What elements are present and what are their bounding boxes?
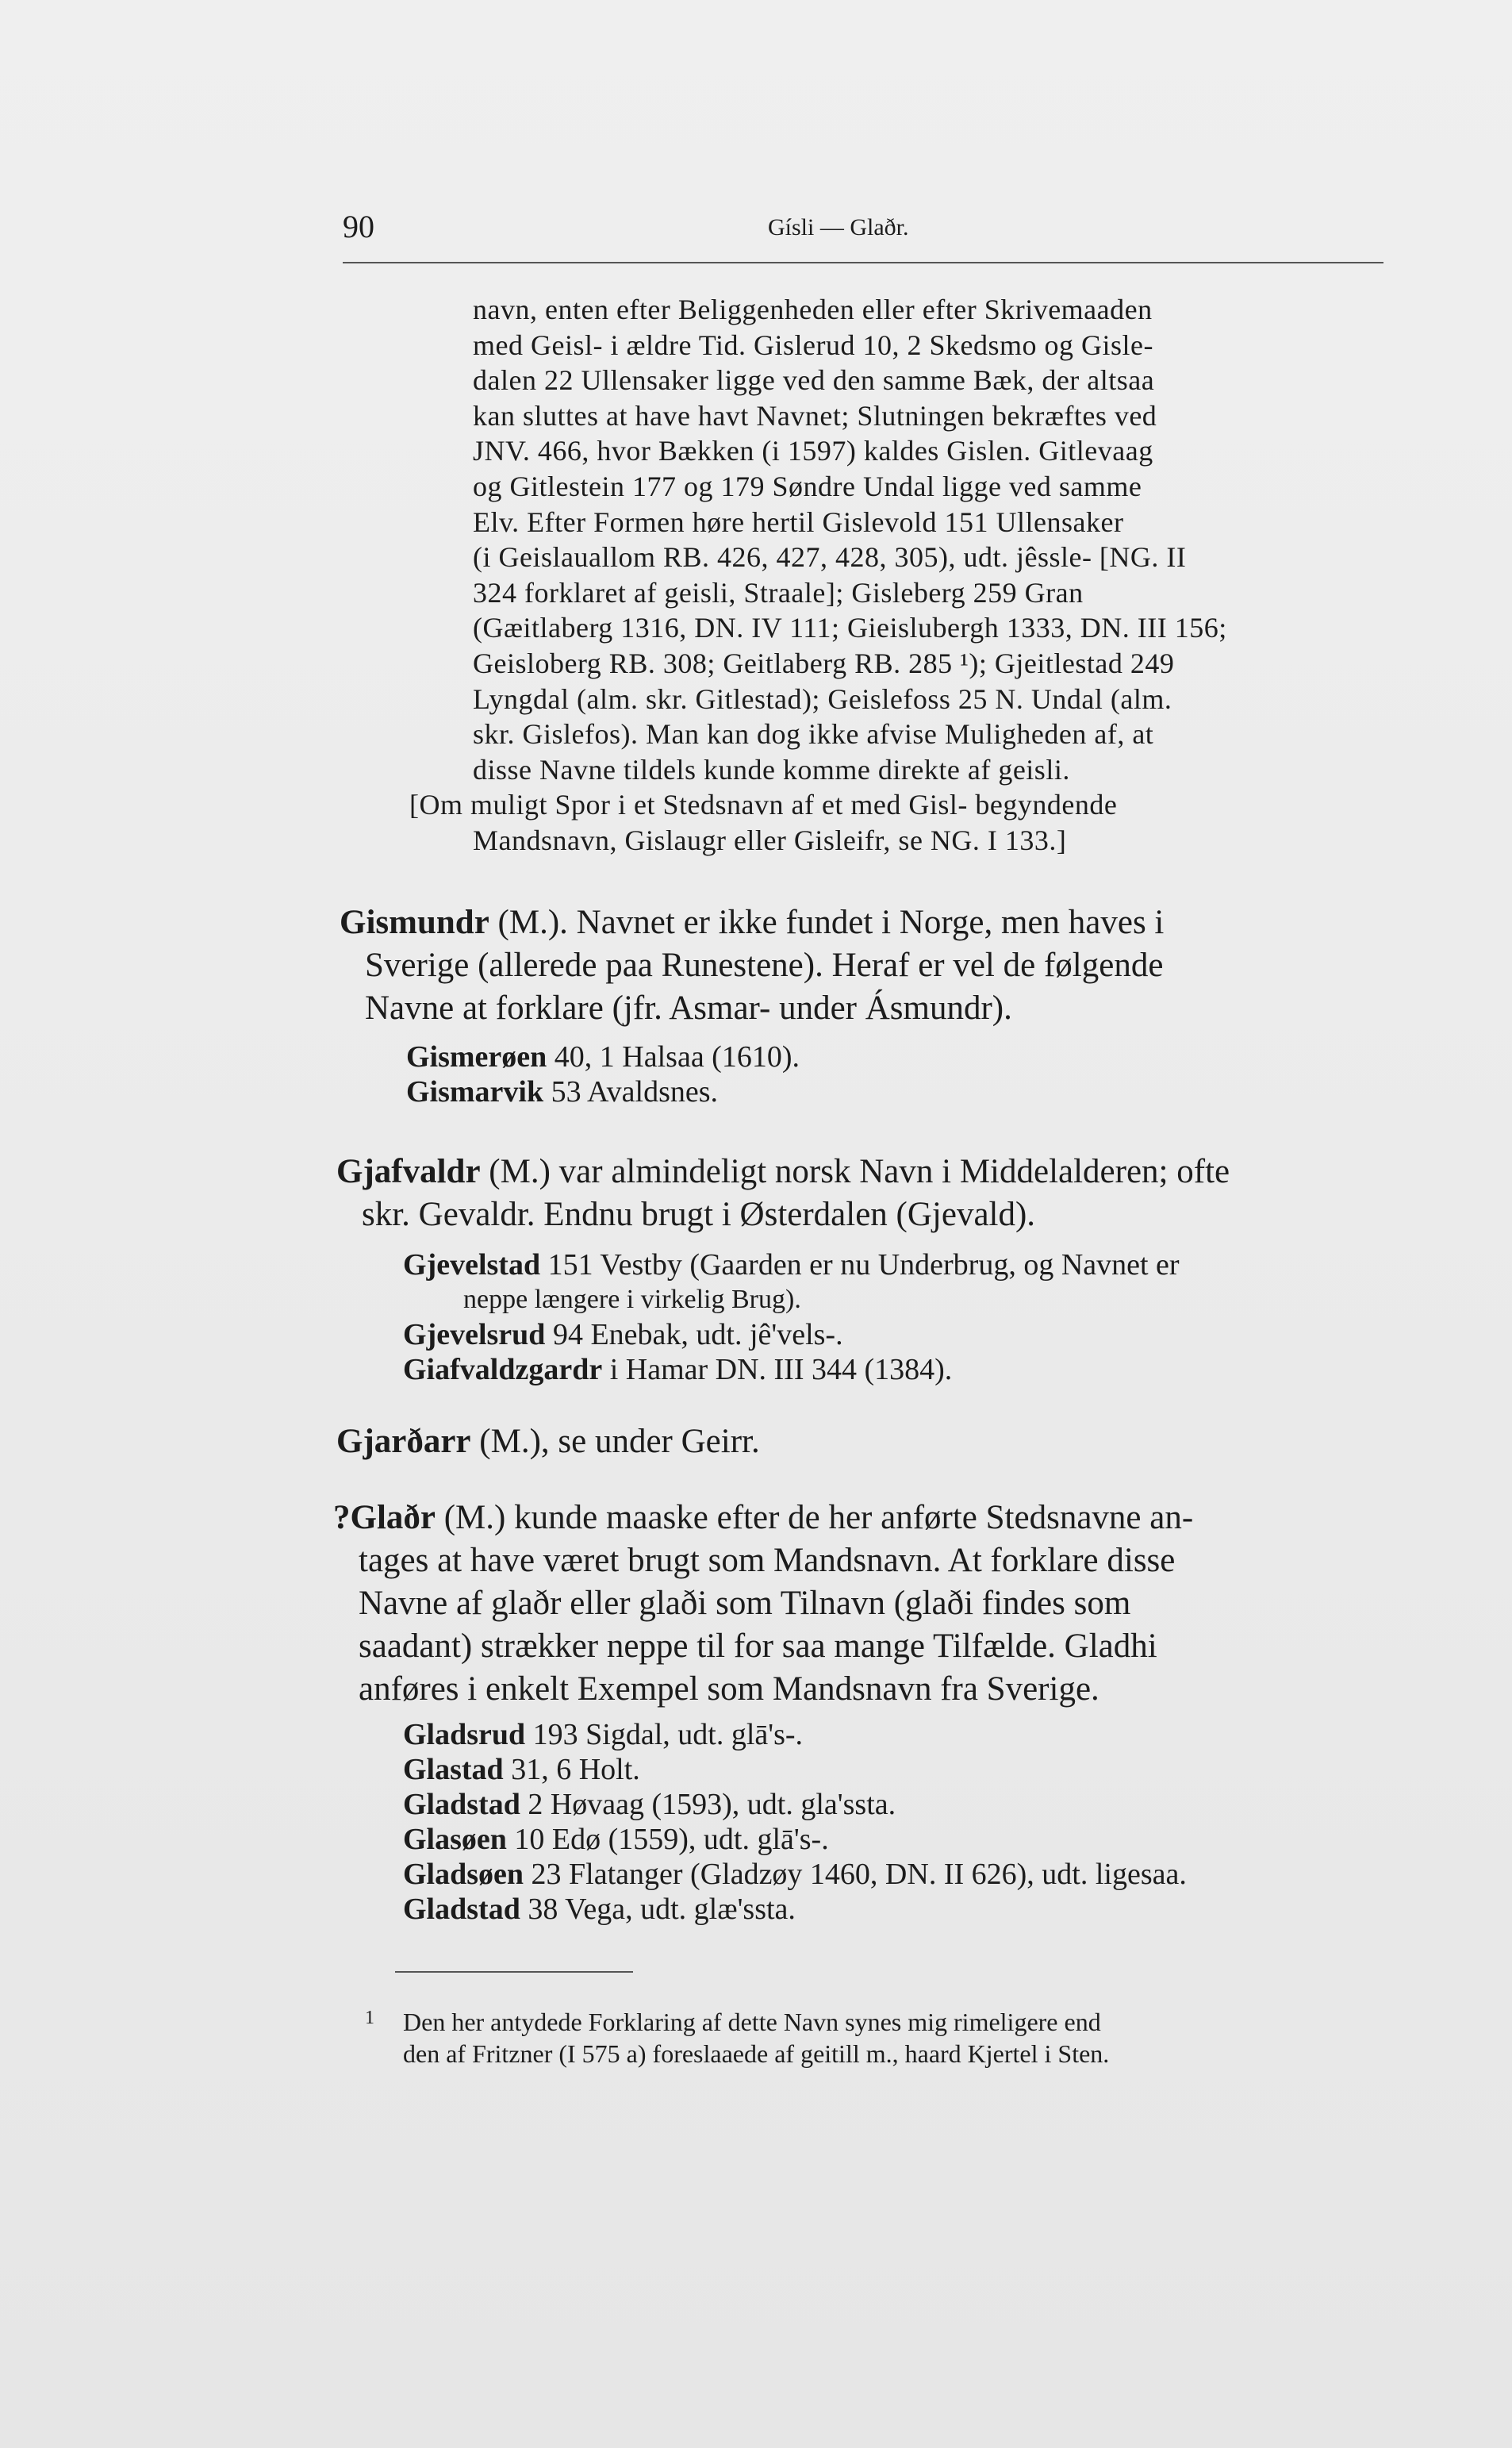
place-text: 31, 6 Holt. [503, 1753, 640, 1786]
place-text: 38 Vega, udt. glæ'ssta. [520, 1893, 796, 1926]
entry-head-line: Navne at forklare (jfr. Asmar- under Ásmundr). [365, 990, 1012, 1027]
entry-gjafvaldr [336, 1151, 1230, 1387]
place-name-line [403, 1857, 1193, 1892]
place-name-line [403, 1892, 1193, 1927]
text-line: [Om muligt Spor i et Stedsnavn af et med Gisl- begyndende [409, 789, 1118, 821]
entry-headword: Gismundr [340, 904, 489, 941]
footnote-line: den af Fritzner (I 575 a) foreslaaede af geitill m., haard Kjertel i Sten. [403, 2039, 1110, 2068]
place-name: Gismerøen [406, 1040, 547, 1074]
place-name-line [403, 1717, 1193, 1752]
text-line: (Gæitlaberg 1316, DN. IV 111; Gieislubergh 1333, DN. III 156; [473, 612, 1227, 644]
place-name: Gjevelstad [403, 1248, 541, 1282]
entry-head-line [336, 1420, 760, 1463]
place-text: 53 Avaldsnes. [543, 1075, 719, 1109]
text-line: og Gitlestein 177 og 179 Søndre Undal ligge ved samme [473, 470, 1142, 502]
place-name: Gladsrud [403, 1718, 526, 1751]
entry-text: (M.). Navnet er ikke fundet i Norge, men haves i [489, 904, 1165, 941]
place-name-line [406, 1040, 1164, 1074]
place-text: i Hamar DN. III 344 (1384). [602, 1353, 953, 1386]
entry-headword: ?Glaðr [333, 1499, 436, 1536]
footnote-rule [395, 1971, 633, 1973]
text-line: dalen 22 Ullensaker ligge ved den samme Bæk, der altsaa [473, 364, 1155, 397]
place-name: Gismarvik [406, 1075, 544, 1109]
entry-headword: Gjarðarr [336, 1423, 471, 1460]
place-name-line [403, 1822, 1193, 1857]
footnote-text: Den her antydede Forklaring af dette Navn synes mig rimeligere end [403, 2008, 1101, 2036]
place-name: Glastad [403, 1753, 504, 1786]
entry-head-line: skr. Gevaldr. Endnu brugt i Østerdalen (Gjevald). [362, 1196, 1036, 1233]
entry-text: (M.) kunde maaske efter de her anførte Stedsnavne an- [435, 1499, 1194, 1536]
entry-head-line: anføres i enkelt Exempel som Mandsnavn fra Sverige. [359, 1670, 1099, 1708]
place-name: Gladstad [403, 1893, 520, 1926]
text-line: skr. Gislefos). Man kan dog ikke afvise Muligheden af, at [473, 718, 1154, 751]
entry-head-line [340, 901, 1164, 944]
text-line: disse Navne tildels kunde komme direkte af geisli. [473, 753, 1070, 786]
place-name-line [403, 1352, 1230, 1387]
continuation-paragraph [409, 292, 1227, 859]
entry-head-line: saadant) strækker neppe til for saa mange Tilfælde. Gladhi [359, 1628, 1157, 1665]
footnote-marker: 1 [365, 2008, 374, 2028]
text-line: navn, enten efter Beliggenheden eller efter Skrivemaaden [473, 294, 1153, 325]
entry-head-line [333, 1497, 1193, 1539]
text-line: Elv. Efter Formen høre hertil Gislevold 151 Ullensaker [473, 505, 1124, 538]
footnote [365, 2006, 1109, 2069]
entry-head-line: Navne af glaðr eller glaði som Tilnavn (glaði findes som [359, 1585, 1131, 1622]
entry-head-line: Sverige (allerede paa Runestene). Heraf er vel de følgende [365, 947, 1164, 984]
text-line: Lyngdal (alm. skr. Gitlestad); Geislefoss 25 N. Undal (alm. [473, 682, 1172, 715]
header-rule [343, 262, 1383, 263]
text-line: kan sluttes at have havt Navnet; Slutningen bekræftes ved [473, 399, 1157, 432]
page-header [343, 208, 1383, 244]
entry-head-line: tages at have været brugt som Mandsnavn. At forklare disse [359, 1542, 1176, 1579]
place-text: 151 Vestby (Gaarden er nu Underbrug, og Navnet er [540, 1248, 1180, 1282]
entry-head-line [336, 1151, 1230, 1193]
place-text: 40, 1 Halsaa (1610). [547, 1040, 800, 1074]
place-text: 23 Flatanger (Gladzøy 1460, DN. II 626), udt. ligesaa. [524, 1858, 1187, 1891]
text-line: Mandsnavn, Gislaugr eller Gisleifr, se NG. I 133.] [473, 824, 1067, 856]
running-head: Gísli — Glaðr. [768, 214, 909, 240]
place-name: Glasøen [403, 1823, 507, 1856]
place-text: 193 Sigdal, udt. glā's-. [525, 1718, 804, 1751]
page-number: 90 [343, 209, 374, 244]
place-text: 94 Enebak, udt. jê'vels-. [545, 1318, 843, 1351]
text-line: JNV. 466, hvor Bækken (i 1597) kaldes Gislen. Gitlevaag [473, 435, 1153, 467]
text-line: med Geisl- i ældre Tid. Gislerud 10, 2 Skedsmo og Gisle- [473, 329, 1153, 361]
place-name: Giafvaldzgardr [403, 1353, 603, 1386]
entry-text: (M.) var almindeligt norsk Navn i Middelalderen; ofte [480, 1153, 1230, 1190]
place-name: Gladstad [403, 1788, 520, 1821]
entry-gladr [333, 1497, 1193, 1927]
place-text: 2 Høvaag (1593), udt. gla'ssta. [520, 1788, 896, 1821]
place-name-line [403, 1317, 1230, 1352]
place-name: Gjevelsrud [403, 1318, 546, 1351]
place-name-line [406, 1074, 1164, 1109]
place-name-line [403, 1752, 1193, 1787]
footnote-line [365, 2006, 1109, 2038]
place-name: Gladsøen [403, 1858, 524, 1891]
text-line: 324 forklaret af geisli, Straale]; Gisleberg 259 Gran [473, 576, 1084, 609]
entry-gjardarr [336, 1420, 760, 1463]
entry-text: (M.), se under Geirr. [470, 1423, 760, 1460]
place-text: 10 Edø (1559), udt. glā's-. [506, 1823, 829, 1856]
entry-headword: Gjafvaldr [336, 1153, 481, 1190]
text-line: Geisloberg RB. 308; Geitlaberg RB. 285 ¹); Gjeitlestad 249 [473, 647, 1175, 679]
text-line: (i Geislauallom RB. 426, 427, 428, 305), udt. jêssle- [NG. II [473, 541, 1187, 574]
place-name-line: neppe længere i virkelig Brug). [463, 1285, 801, 1314]
entry-gismundr [340, 901, 1164, 1109]
place-name-line [403, 1247, 1230, 1282]
place-name-line [403, 1787, 1193, 1822]
